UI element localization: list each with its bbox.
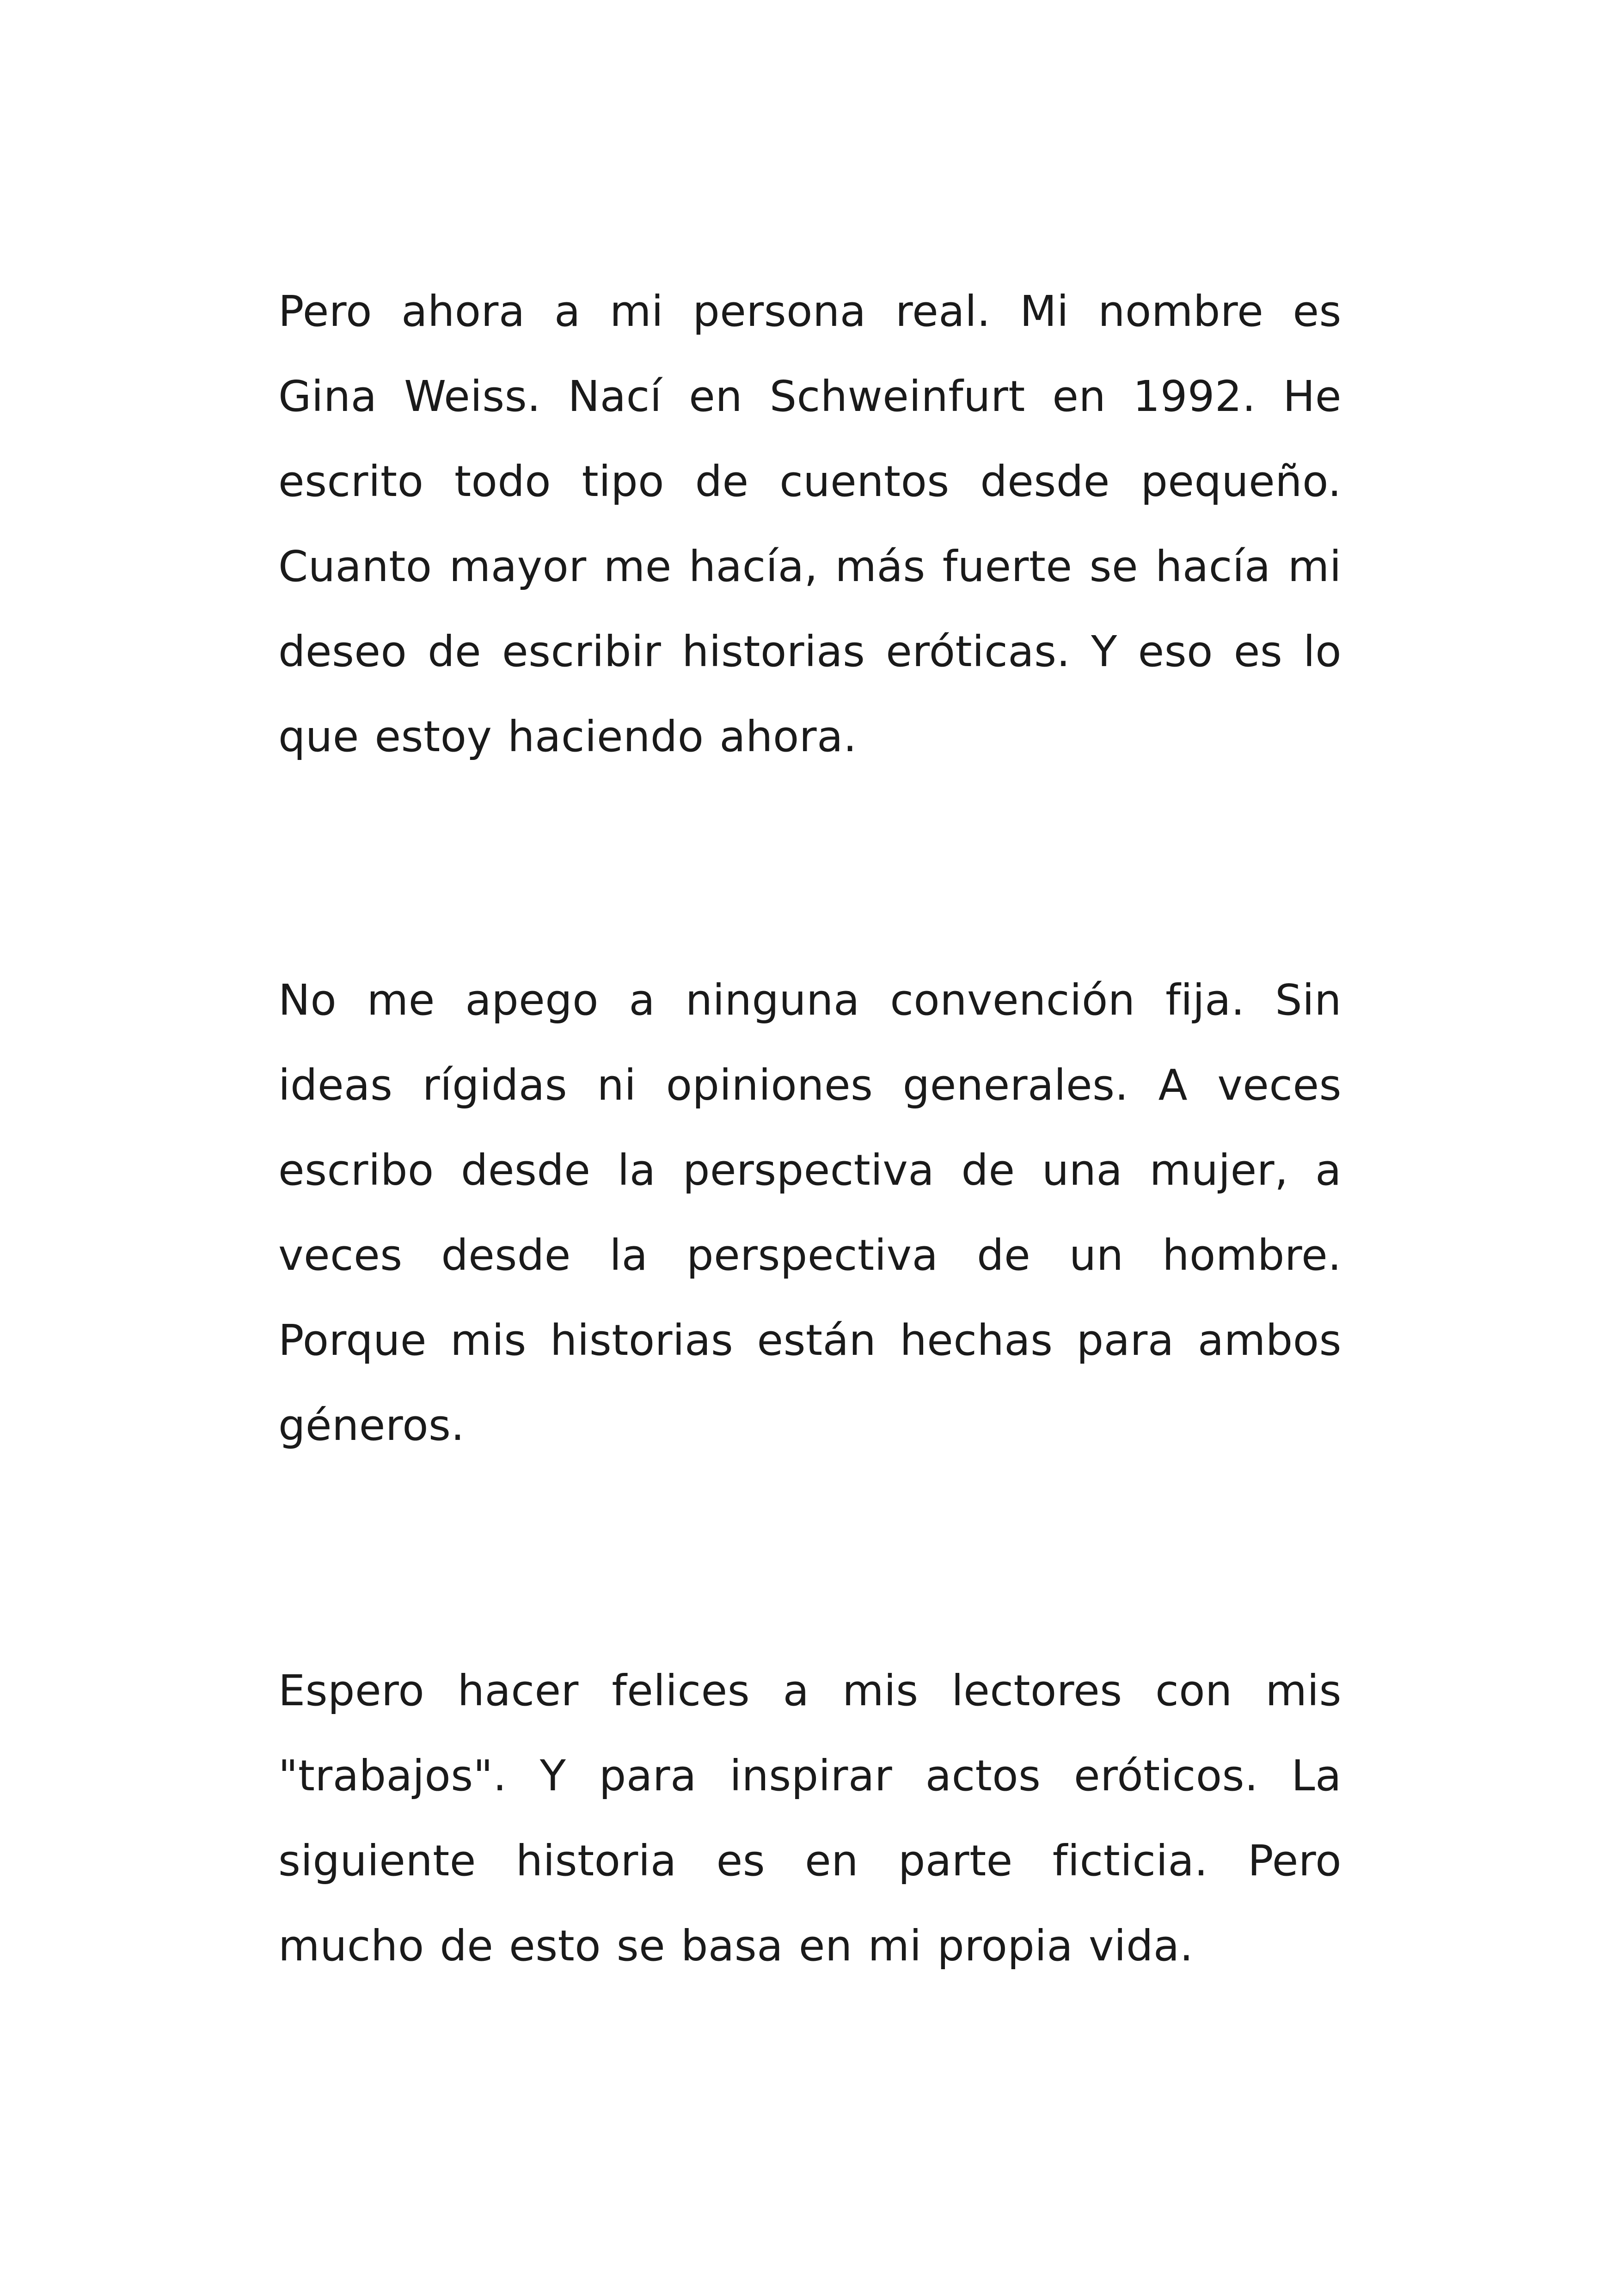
paragraph-intro: Pero ahora a mi persona real. Mi nombre es Gina Weiss. Nací en Schweinfurt en 1992. He escrito todo tipo de cuentos desde pequeño. Cuanto mayor me hacía, más fuerte se hacía mi deseo de escribir historias eróticas. Y eso es lo que estoy haciendo ahora.: [278, 287, 1342, 761]
paragraph-readers: Espero hacer felices a mis lectores con mis "trabajos". Y para inspirar actos eróticos. La siguiente historia es en parte ficticia. Pero mucho de esto se basa en mi propia vida.: [278, 1666, 1342, 1971]
paragraph-conventions: No me apego a ninguna convención fija. Sin ideas rígidas ni opiniones generales. A veces escribo desde la perspectiva de una mujer, a veces desde la perspectiva de un hombre. Porque mis historias están hechas para ambos géneros.: [278, 975, 1342, 1450]
